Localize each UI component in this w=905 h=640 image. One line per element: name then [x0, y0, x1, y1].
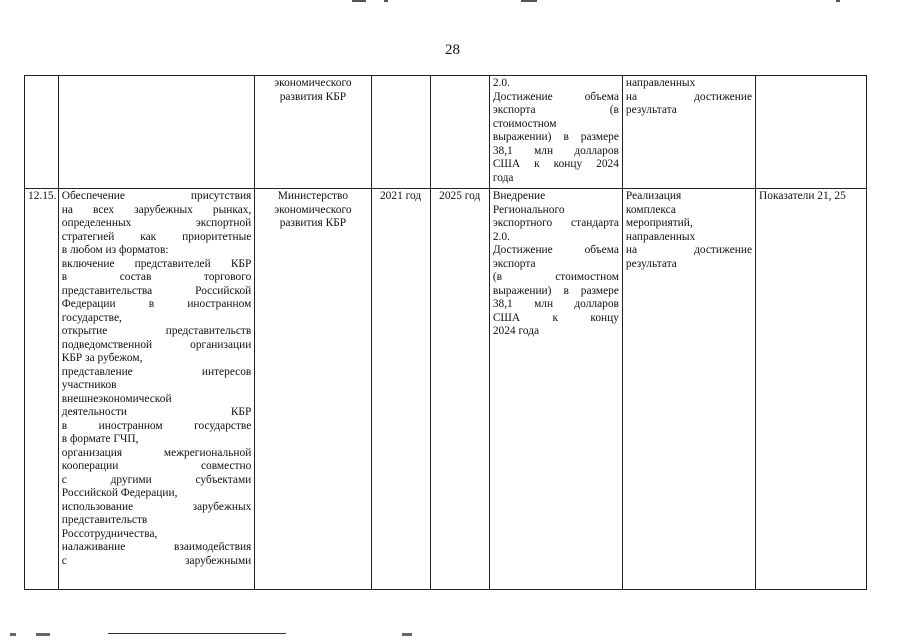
- text-line: Реализация: [625, 190, 682, 202]
- scan-artifact: [352, 0, 366, 2]
- text-line: организация межрегиональной: [61, 446, 252, 459]
- text-line: мероприятий,: [625, 217, 693, 229]
- text-line: США к концу: [492, 311, 619, 324]
- cell-end-year: 2025 год: [430, 189, 489, 590]
- text-line: с другими субъектами: [61, 473, 252, 486]
- text-line: выражении) в размере: [492, 131, 619, 143]
- text-line: КБР за рубежом,: [61, 352, 143, 364]
- text-line: комплекса: [625, 203, 676, 216]
- text-line: Федерации в иностранном: [61, 298, 252, 310]
- page-number: 28: [445, 42, 460, 58]
- cell-mechanism: [622, 76, 755, 189]
- scan-artifact: [836, 0, 840, 2]
- text-line: результата: [625, 257, 677, 270]
- scan-artifact: [521, 0, 537, 2]
- text-line: экономического: [274, 77, 352, 89]
- text-line: 38,1 млн долларов: [492, 298, 619, 310]
- cell-end-year: [430, 76, 489, 189]
- text-line: налаживание взаимодействия: [61, 541, 252, 553]
- footnote-rule: [108, 633, 286, 634]
- text-line: деятельности КБР: [61, 406, 252, 418]
- text-line: года: [492, 171, 514, 184]
- text-line: направленных: [625, 77, 696, 89]
- cell-measure: [58, 76, 255, 189]
- text-line: экспорта: [492, 257, 536, 270]
- text-line: в формате ГЧП,: [61, 433, 139, 445]
- scan-artifact: [36, 633, 50, 636]
- cell-number: [25, 76, 59, 189]
- text-line: на достижение: [625, 244, 753, 256]
- text-line: представление интересов: [61, 365, 252, 378]
- text-line: 2.0.: [492, 77, 510, 89]
- text-line: (в стоимостном: [492, 271, 619, 283]
- text-line: на всех зарубежных рынках,: [61, 203, 252, 216]
- text-line: Внедрение: [492, 190, 546, 202]
- scan-artifact: [402, 633, 412, 636]
- scan-artifact: [384, 0, 388, 2]
- text-line: направленных: [625, 230, 696, 243]
- cell-start-year: 2021 год: [371, 189, 430, 590]
- text-line: на достижение: [625, 90, 753, 103]
- text-line: определенных экспортной: [61, 217, 252, 229]
- text-line: открытие представительств: [61, 325, 252, 337]
- plan-table: [24, 75, 867, 590]
- text-line: экспорта (в: [492, 104, 619, 116]
- text-line: кооперации совместно: [61, 460, 252, 472]
- text-line: в иностранном государстве: [61, 419, 252, 432]
- cell-result: [489, 76, 622, 189]
- text-line: включение представителей КБР: [61, 257, 252, 270]
- text-line: Достижение объема: [492, 244, 619, 256]
- text-line: 38,1 млн долларов: [492, 144, 619, 157]
- table-row: [25, 76, 867, 189]
- text-line: Достижение объема: [492, 90, 619, 103]
- text-line: Обеспечение присутствия: [61, 190, 252, 202]
- text-line: Регионального: [492, 203, 565, 216]
- text-line: в состав торгового: [61, 271, 252, 283]
- cell-indicators: [756, 76, 867, 189]
- text-line: Министерство: [277, 190, 349, 202]
- text-line: с зарубежными: [61, 554, 252, 567]
- text-line: Россотрудничества,: [61, 527, 158, 540]
- text-line: представительств: [61, 514, 148, 526]
- text-line: экспортного стандарта: [492, 217, 619, 229]
- text-line: 2024 года: [492, 325, 540, 337]
- text-line: выражении) в размере: [492, 284, 619, 297]
- text-line: стратегией как приоритетные: [61, 230, 252, 243]
- cell-executor: [255, 189, 371, 590]
- text-line: 2.0.: [492, 230, 510, 243]
- cell-number: 12.15.: [25, 189, 59, 590]
- cell-executor: [255, 76, 371, 189]
- text-line: государстве,: [61, 311, 122, 324]
- cell-measure: [58, 189, 255, 590]
- text-line: развития КБР: [279, 217, 347, 229]
- cell-mechanism: [622, 189, 755, 590]
- table-row: [25, 189, 867, 590]
- text-line: подведомственной организации: [61, 338, 252, 351]
- text-line: экономического: [274, 203, 352, 216]
- text-line: участников: [61, 379, 117, 391]
- text-line: стоимостном: [492, 117, 557, 130]
- text-line: США к концу 2024: [492, 158, 619, 170]
- text-line: Российской Федерации,: [61, 487, 178, 499]
- text-line: внешнеэкономической: [61, 392, 172, 405]
- text-line: результата: [625, 104, 677, 116]
- text-line: представительства Российской: [61, 284, 252, 297]
- scan-artifact: [10, 633, 16, 636]
- text-line: развития КБР: [279, 90, 347, 103]
- text-line: использование зарубежных: [61, 500, 252, 513]
- cell-start-year: [371, 76, 430, 189]
- text-line: в любом из форматов:: [61, 244, 169, 256]
- cell-indicators: Показатели 21, 25: [756, 189, 867, 590]
- cell-result: [489, 189, 622, 590]
